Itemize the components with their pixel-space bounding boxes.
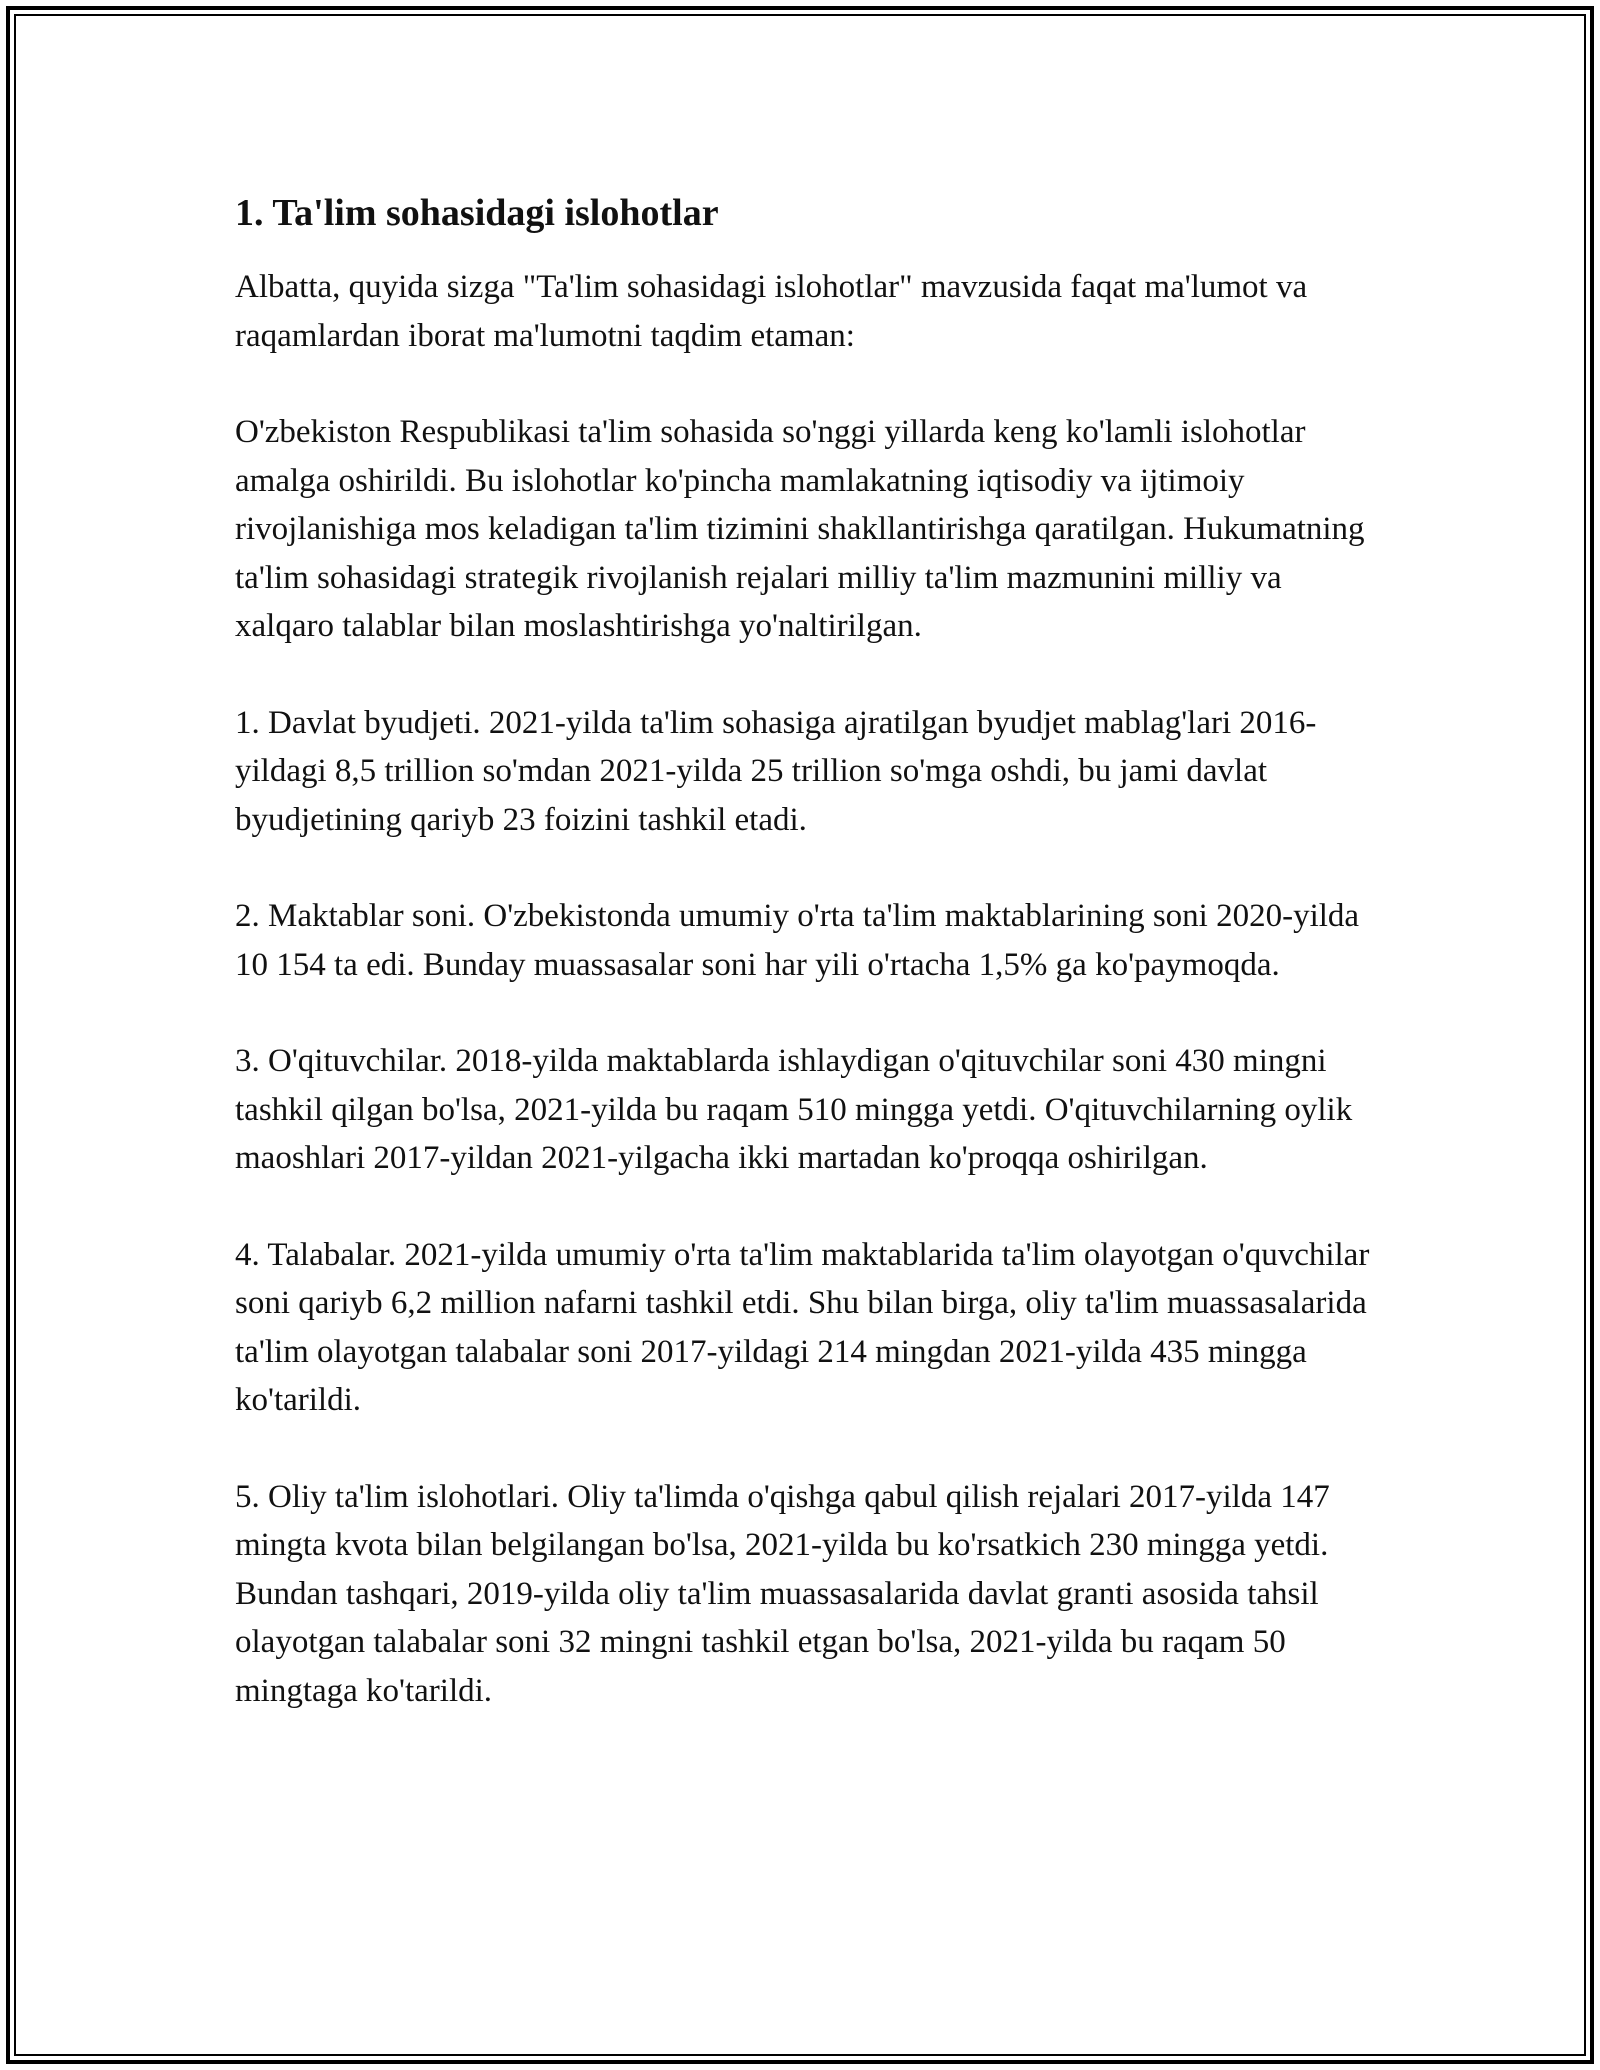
- students-paragraph: 4. Talabalar. 2021-yilda umumiy o'rta ta'lim maktablarida ta'lim olayotgan o'quvchilar soni qariyb 6,2 million nafarni tashkil etdi. Shu bilan birga, oliy ta'lim muassasalarida ta'lim olayotgan talabalar soni 2017-yildagi 214 mingdan 2021-yilda 435 mingga ko'tarildi.: [235, 1236, 1370, 1418]
- document-body: [235, 185, 1375, 1763]
- overview-paragraph: O'zbekiston Respublikasi ta'lim sohasida so'nggi yillarda keng ko'lamli islohotlar amalga oshirildi. Bu islohotlar ko'pincha mamlakatning iqtisodiy va ijtimoiy rivojlanishiga mos keladigan ta'lim tizimini shakllantirishga qaratilgan. Hukumatning ta'lim sohasidagi strategik rivojlanish rejalari milliy ta'lim mazmunini milliy va xalqaro talablar bilan moslashtirishga yo'naltirilgan.: [235, 414, 1365, 644]
- schools-paragraph: 2. Maktablar soni. O'zbekistonda umumiy o'rta ta'lim maktablarining soni 2020-yilda 10 154 ta edi. Bunday muassasalar soni har yili o'rtacha 1,5% ga ko'paymoqda.: [235, 898, 1360, 983]
- document-title: 1. Ta'lim sohasidagi islohotlar: [235, 192, 719, 234]
- budget-paragraph: 1. Davlat byudjeti. 2021-yilda ta'lim sohasiga ajratilgan byudjet mablag'lari 2016-yildagi 8,5 trillion so'mdan 2021-yilda 25 trillion so'mga oshdi, bu jami davlat byudjetining qariyb 23 foizini tashkil etadi.: [235, 704, 1317, 838]
- intro-paragraph: Albatta, quyida sizga "Ta'lim sohasidagi islohotlar" mavzusida faqat ma'lumot va raqamlardan iborat ma'lumotni taqdim etaman:: [235, 269, 1308, 354]
- higher-education-paragraph: 5. Oliy ta'lim islohotlari. Oliy ta'limda o'qishga qabul qilish rejalari 2017-yilda 147 mingta kvota bilan belgilangan bo'lsa, 2021-yilda bu ko'rsatkich 230 mingga yetdi. Bundan tashqari, 2019-yilda oliy ta'lim muassasalarida davlat granti asosida tahsil olayotgan talabalar soni 32 mingni tashkil etgan bo'lsa, 2021-yilda bu raqam 50 mingtaga ko'tarildi.: [235, 1478, 1330, 1709]
- teachers-paragraph: 3. O'qituvchilar. 2018-yilda maktablarda ishlaydigan o'qituvchilar soni 430 mingni tashkil qilgan bo'lsa, 2021-yilda bu raqam 510 mingga yetdi. O'qituvchilarning oylik maoshlari 2017-yildan 2021-yilgacha ikki martadan ko'proqqa oshirilgan.: [235, 1043, 1353, 1176]
